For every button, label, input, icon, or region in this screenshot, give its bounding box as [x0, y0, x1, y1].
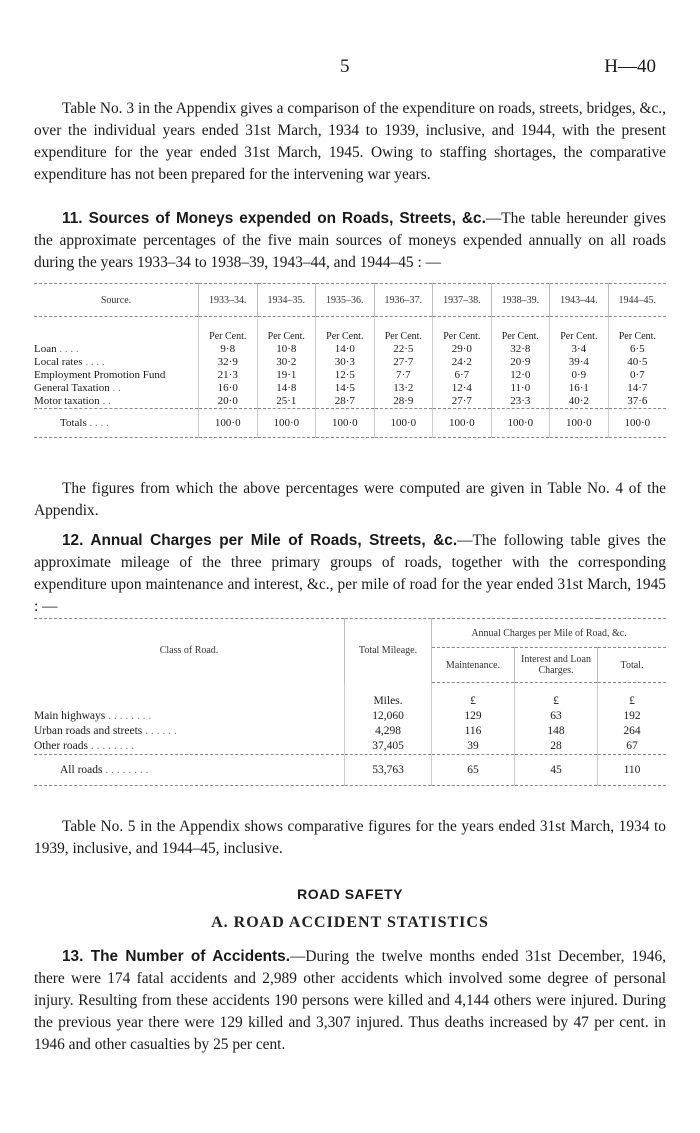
- cell-value: 14·7: [608, 382, 666, 395]
- year-column-header: 1944–45.: [608, 284, 666, 317]
- cell-value: 24·2: [433, 356, 492, 369]
- cell-value: 40·2: [550, 395, 609, 409]
- total-value: 100·0: [608, 409, 666, 438]
- class-column-header: Class of Road.: [34, 619, 345, 683]
- year-column-header: 1934–35.: [257, 284, 316, 317]
- unit-label: Per Cent.: [374, 317, 433, 344]
- cell-value: 27·7: [374, 356, 433, 369]
- source-label: Employment Promotion Fund: [34, 369, 166, 381]
- year-column-header: 1943–44.: [550, 284, 609, 317]
- total-value: 67: [598, 739, 667, 755]
- mileage-value: 4,298: [345, 724, 432, 739]
- maintenance-column-header: Maintenance.: [432, 648, 515, 683]
- cell-value: 6·7: [433, 369, 492, 382]
- totals-row: [34, 755, 666, 786]
- cell-value: 37·6: [608, 395, 666, 409]
- unit-label: Per Cent.: [433, 317, 492, 344]
- cell-value: 16·0: [199, 382, 258, 395]
- table-row: [34, 369, 666, 382]
- document-reference: H—40: [604, 56, 656, 77]
- cell-value: 0·9: [550, 369, 609, 382]
- cell-value: 0·7: [608, 369, 666, 382]
- cell-value: 11·0: [491, 382, 550, 395]
- unit-label: Per Cent.: [199, 317, 258, 344]
- interest-column-header: Interest and Loan Charges.: [515, 648, 598, 683]
- interest-value: 28: [515, 739, 598, 755]
- cell-value: 32·9: [199, 356, 258, 369]
- cell-value: 27·7: [433, 395, 492, 409]
- total-value: 192: [598, 709, 667, 724]
- year-column-header: 1935–36.: [316, 284, 375, 317]
- cell-value: 28·9: [374, 395, 433, 409]
- table-row: [34, 343, 666, 356]
- section-12-heading: 12. Annual Charges per Mile of Roads, Streets, &c.: [62, 532, 458, 549]
- total-value: 100·0: [316, 409, 375, 438]
- total-column-header: Total.: [598, 648, 667, 683]
- cell-value: 12·5: [316, 369, 375, 382]
- total-value: 100·0: [491, 409, 550, 438]
- sources-of-moneys-table: [34, 283, 666, 438]
- table-row: [34, 709, 666, 724]
- maintenance-value: 116: [432, 724, 515, 739]
- cell-value: 28·7: [316, 395, 375, 409]
- page-header: [0, 56, 700, 80]
- section-13-heading: 13. The Number of Accidents.: [62, 948, 291, 965]
- mileage-total: 53,763: [345, 755, 432, 786]
- road-accident-statistics-subtitle: A. ROAD ACCIDENT STATISTICS: [211, 914, 489, 931]
- cell-value: 12·4: [433, 382, 492, 395]
- cell-value: 10·8: [257, 343, 316, 356]
- table-row: [34, 395, 666, 409]
- unit-label: Per Cent.: [257, 317, 316, 344]
- road-class-label: Main highways . . . . . . . .: [34, 710, 152, 722]
- year-column-header: 1936–37.: [374, 284, 433, 317]
- grand-total: 110: [598, 755, 667, 786]
- all-roads-label: All roads . . . . . . . .: [34, 755, 345, 786]
- cell-value: 23·3: [491, 395, 550, 409]
- mileage-column-header: Total Mileage.: [345, 619, 432, 683]
- year-column-header: 1937–38.: [433, 284, 492, 317]
- mileage-unit: Miles.: [345, 683, 432, 710]
- cell-value: 12·0: [491, 369, 550, 382]
- unit-row: [34, 317, 666, 344]
- total-value: 100·0: [374, 409, 433, 438]
- mileage-value: 12,060: [345, 709, 432, 724]
- page-number: 5: [340, 56, 350, 77]
- cell-value: 30·3: [316, 356, 375, 369]
- annual-charges-group-header: Annual Charges per Mile of Road, &c.: [432, 619, 667, 648]
- year-column-header: 1938–39.: [491, 284, 550, 317]
- cell-value: 6·5: [608, 343, 666, 356]
- maintenance-unit: £: [432, 683, 515, 710]
- total-unit: £: [598, 683, 667, 710]
- source-column-header: Source.: [34, 284, 199, 317]
- totals-label: Totals . . . .: [34, 409, 199, 438]
- section-11-paragraph: [34, 208, 666, 274]
- road-safety-title: ROAD SAFETY: [297, 886, 403, 902]
- total-value: 100·0: [199, 409, 258, 438]
- unit-row: [34, 683, 666, 710]
- road-class-label: Urban roads and streets . . . . . .: [34, 725, 177, 737]
- source-label: Local rates . . . .: [34, 356, 105, 368]
- table-row: [34, 356, 666, 369]
- cell-value: 20·9: [491, 356, 550, 369]
- unit-label: Per Cent.: [608, 317, 666, 344]
- interest-unit: £: [515, 683, 598, 710]
- table-row: [34, 382, 666, 395]
- after-table-1-paragraph: The figures from which the above percentages were computed are given in Table No. 4 of the Appendix.: [34, 480, 666, 519]
- interest-total: 45: [515, 755, 598, 786]
- total-value: 264: [598, 724, 667, 739]
- unit-label: Per Cent.: [550, 317, 609, 344]
- cell-value: 3·4: [550, 343, 609, 356]
- source-label: Motor taxation . .: [34, 395, 111, 407]
- table-row: [34, 739, 666, 755]
- cell-value: 39·4: [550, 356, 609, 369]
- cell-value: 20·0: [199, 395, 258, 409]
- cell-value: 40·5: [608, 356, 666, 369]
- unit-label: Per Cent.: [491, 317, 550, 344]
- cell-value: 14·5: [316, 382, 375, 395]
- cell-value: 25·1: [257, 395, 316, 409]
- cell-value: 16·1: [550, 382, 609, 395]
- annual-charges-table: [34, 618, 666, 786]
- cell-value: 14·0: [316, 343, 375, 356]
- totals-row: [34, 409, 666, 438]
- cell-value: 7·7: [374, 369, 433, 382]
- total-value: 100·0: [550, 409, 609, 438]
- maintenance-total: 65: [432, 755, 515, 786]
- intro-paragraph: Table No. 3 in the Appendix gives a comparison of the expenditure on roads, streets, bridges, &c., over the individual years ended 31st March, 1934 to 1939, inclusive, and 1944, with the present expenditure for the year ended 31st March, 1945. Owing to staffing shortages, the comparative expenditure has not been prepared for the intervening war years.: [34, 100, 666, 183]
- cell-value: 19·1: [257, 369, 316, 382]
- mileage-value: 37,405: [345, 739, 432, 755]
- cell-value: 22·5: [374, 343, 433, 356]
- cell-value: 21·3: [199, 369, 258, 382]
- cell-value: 29·0: [433, 343, 492, 356]
- maintenance-value: 39: [432, 739, 515, 755]
- section-13-text: —During the twelve months ended 31st December, 1946, there were 174 fatal accidents and 2,989 other accidents which involved some degree of personal injury. Resulting from these accidents 190 persons were killed and 4,144 others were injured. During the previous year there were 129 killed and 3,307 injured. Thus deaths increased by 47 per cent. in 1946 and other casualties by 25 per cent.: [34, 948, 666, 1053]
- after-table-2-paragraph: Table No. 5 in the Appendix shows comparative figures for the years ended 31st March, 1934 to 1939, inclusive, and 1944–45, inclusive.: [34, 818, 666, 857]
- road-class-label: Other roads . . . . . . . .: [34, 740, 134, 752]
- interest-value: 148: [515, 724, 598, 739]
- cell-value: 14·8: [257, 382, 316, 395]
- table-header-row: [34, 284, 666, 317]
- section-11-heading: 11. Sources of Moneys expended on Roads, Streets, &c.: [62, 210, 486, 227]
- section-13-paragraph: [34, 946, 666, 1056]
- total-value: 100·0: [257, 409, 316, 438]
- section-11-text: —The table hereunder gives the approximate percentages of the five main sources of moneys expended annually on all roads during the years 1933–34 to 1938–39, 1943–44, and 1944–45 : —: [34, 210, 666, 271]
- interest-value: 63: [515, 709, 598, 724]
- total-value: 100·0: [433, 409, 492, 438]
- table-row: [34, 724, 666, 739]
- section-12-text: —The following table gives the approximate mileage of the three primary groups of roads, together with the corresponding expenditure upon maintenance and interest, &c., per mile of road for the year ended 31st March, 1945 : —: [34, 532, 666, 615]
- unit-label: Per Cent.: [316, 317, 375, 344]
- maintenance-value: 129: [432, 709, 515, 724]
- cell-value: 32·8: [491, 343, 550, 356]
- year-column-header: 1933–34.: [199, 284, 258, 317]
- cell-value: 9·8: [199, 343, 258, 356]
- table-header-row: [34, 619, 666, 648]
- section-12-paragraph: [34, 530, 666, 618]
- source-label: General Taxation . .: [34, 382, 121, 394]
- source-label: Loan . . . .: [34, 343, 79, 355]
- cell-value: 13·2: [374, 382, 433, 395]
- cell-value: 30·2: [257, 356, 316, 369]
